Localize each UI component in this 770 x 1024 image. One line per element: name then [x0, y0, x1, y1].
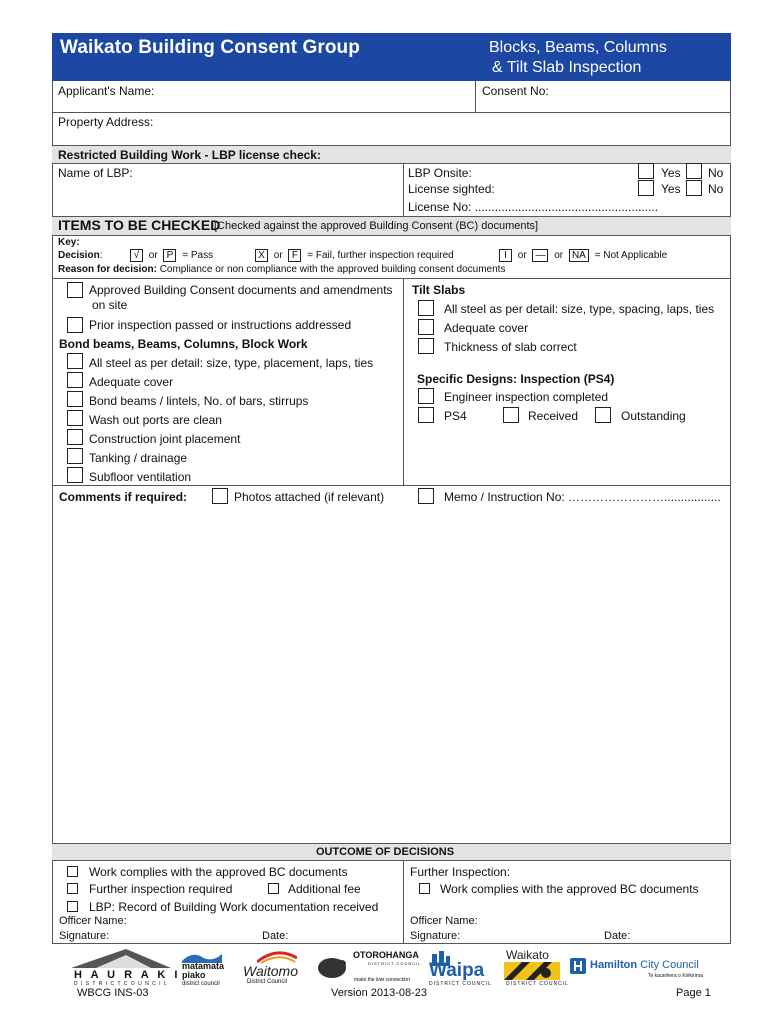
no-label: No: [708, 182, 724, 196]
officer-name-label: Officer Name:: [59, 915, 127, 927]
waikato-stripes-icon: [504, 962, 560, 980]
engineer-inspection-checkbox[interactable]: [418, 388, 434, 404]
work-complies-label: Work complies with the approved BC documents: [89, 865, 348, 879]
tilt-cover-checkbox[interactable]: [418, 319, 434, 335]
lbp-onsite-label: LBP Onsite:: [408, 166, 472, 180]
signature-label-right: Signature:: [410, 930, 461, 942]
photos-attached-checkbox[interactable]: [212, 488, 228, 504]
tick-box: √: [130, 249, 143, 262]
further-inspection-label: Further Inspection:: [410, 865, 511, 879]
license-no-label: License No: .......................................................: [408, 200, 659, 214]
p-box: P: [163, 249, 176, 262]
all-steel-checkbox[interactable]: [67, 353, 83, 369]
outstanding-label: Outstanding: [621, 409, 686, 423]
waitomo-logo: Waitomo District Council: [243, 950, 308, 988]
pass-key: √ or P = Pass: [130, 249, 213, 262]
check-item-label: Adequate cover: [89, 375, 174, 389]
matamata-logo: matamata piako district council: [182, 951, 238, 989]
bond-beams-heading: Bond beams, Beams, Columns, Block Work: [59, 337, 308, 351]
items-heading: ITEMS TO BE CHECKED: [58, 217, 221, 233]
outcome-heading: OUTCOME OF DECISIONS: [315, 846, 455, 858]
page-number: Page 1: [676, 987, 711, 999]
hauraki-logo: H A U R A K I D I S T R I C T C O U N C I L: [66, 947, 176, 989]
prior-inspection-label: Prior inspection passed or instructions addressed: [89, 318, 352, 332]
lbp-onsite-yes-checkbox[interactable]: [638, 163, 654, 179]
additional-fee-checkbox[interactable]: [268, 883, 279, 894]
officer-name-label-right: Officer Name:: [410, 915, 478, 927]
tanking-checkbox[interactable]: [67, 448, 83, 464]
kiwi-icon: [316, 954, 350, 980]
waitomo-swoosh-icon: [257, 950, 297, 964]
memo-label: Memo / Instruction No: …………………….................: [444, 490, 721, 504]
lbp-record-label: LBP: Record of Building Work documentation received: [89, 900, 379, 914]
comments-label: Comments if required:: [59, 490, 188, 504]
received-label: Received: [528, 409, 579, 423]
tilt-thickness-checkbox[interactable]: [418, 338, 434, 354]
reason-key: Reason for decision: Compliance or non compliance with the approved building consent documents: [58, 264, 506, 275]
construction-joint-checkbox[interactable]: [67, 429, 83, 445]
group-title: Waikato Building Consent Group: [60, 37, 360, 58]
engineer-inspection-label: Engineer inspection completed: [444, 390, 609, 404]
lbp-heading: Restricted Building Work - LBP license check:: [58, 148, 321, 162]
additional-fee-label: Additional fee: [288, 882, 361, 896]
f-box: F: [288, 249, 301, 262]
lbp-onsite-no-checkbox[interactable]: [686, 163, 702, 179]
otorohanga-logo: OTOROHANGA DISTRICT COUNCIL make the kiwi connection: [316, 950, 420, 990]
prior-inspection-checkbox[interactable]: [67, 317, 83, 333]
license-sighted-label: License sighted:: [408, 182, 495, 196]
yes-label: Yes: [661, 182, 681, 196]
hamilton-h-icon: [570, 958, 586, 974]
check-item-label: All steel as per detail: size, type, placement, laps, ties: [89, 356, 374, 370]
form-title: [489, 38, 667, 78]
received-checkbox[interactable]: [503, 407, 519, 423]
form-frame: [52, 33, 731, 944]
right-work-complies-checkbox[interactable]: [419, 883, 430, 894]
signature-label: Signature:: [59, 930, 110, 942]
property-address-label: Property Address:: [58, 115, 154, 129]
date-label: Date:: [262, 930, 289, 942]
tilt-steel-checkbox[interactable]: [418, 300, 434, 316]
lbp-name-label: Name of LBP:: [58, 166, 133, 180]
dash-box: —: [532, 249, 548, 262]
fail-key: X or F = Fail, further inspection required: [255, 249, 454, 262]
license-sighted-yes-checkbox[interactable]: [638, 180, 654, 196]
form-title-line1: Blocks, Beams, Columns: [489, 39, 667, 56]
approved-docs-label-2: on site: [92, 298, 128, 312]
bond-beams-checkbox[interactable]: [67, 391, 83, 407]
x-box: X: [255, 249, 268, 262]
check-item-label: Bond beams / lintels, No. of bars, stirrups: [89, 394, 309, 408]
waikato-logo: Waikato DISTRICT COUNCIL: [506, 948, 569, 987]
check-item-label: Wash out ports are clean: [89, 413, 222, 427]
consent-no-label: Consent No:: [482, 84, 549, 98]
subfloor-checkbox[interactable]: [67, 467, 83, 483]
lbp-record-checkbox[interactable]: [67, 901, 78, 912]
yes-label: Yes: [661, 166, 681, 180]
license-sighted-no-checkbox[interactable]: [686, 180, 702, 196]
tilt-item-label: Adequate cover: [444, 321, 529, 335]
na-key: I or — or NA = Not Applicable: [499, 249, 667, 262]
hauraki-roof-icon: [66, 947, 176, 969]
tilt-item-label: Thickness of slab correct: [444, 340, 577, 354]
outstanding-checkbox[interactable]: [595, 407, 611, 423]
version-label: Version 2013-08-23: [331, 987, 428, 999]
na-box: NA: [569, 249, 589, 262]
approved-docs-checkbox[interactable]: [67, 282, 83, 298]
check-item-label: Tanking / drainage: [89, 451, 188, 465]
applicant-name-label: Applicant's Name:: [58, 84, 155, 98]
photos-attached-label: Photos attached (if relevant): [234, 490, 385, 504]
further-required-checkbox[interactable]: [67, 883, 78, 894]
right-work-complies-label: Work complies with the approved BC documents: [440, 882, 699, 896]
approved-docs-label: Approved Building Consent documents and amendments: [89, 283, 393, 297]
form-title-line2: & Tilt Slab Inspection: [492, 59, 642, 76]
key-label: Key:: [58, 237, 80, 248]
form-code: WBCG INS-03: [77, 987, 149, 999]
decision-key: Decision:: [58, 250, 103, 261]
adequate-cover-checkbox[interactable]: [67, 372, 83, 388]
waipa-logo: Waipa DISTRICT COUNCIL: [425, 948, 497, 990]
tilt-slabs-heading: Tilt Slabs: [412, 283, 466, 297]
items-heading-note: [Checked against the approved Building Consent (BC) documents]: [214, 220, 539, 232]
ps4-checkbox[interactable]: [418, 407, 434, 423]
i-box: I: [499, 249, 512, 262]
form-header: [52, 33, 731, 81]
hamilton-logo: Hamilton City Council Te kaunihera o Kirikiriroa: [570, 957, 715, 985]
specific-designs-heading: Specific Designs: Inspection (PS4): [417, 372, 615, 386]
work-complies-checkbox[interactable]: [67, 866, 78, 877]
ps4-label: PS4: [444, 409, 467, 423]
wash-out-ports-checkbox[interactable]: [67, 410, 83, 426]
tilt-item-label: All steel as per detail: size, type, spacing, laps, ties: [444, 302, 715, 316]
memo-checkbox[interactable]: [418, 488, 434, 504]
check-item-label: Construction joint placement: [89, 432, 241, 446]
further-required-label: Further inspection required: [89, 882, 233, 896]
no-label: No: [708, 166, 724, 180]
date-label-right: Date:: [604, 930, 631, 942]
check-item-label: Subfloor ventilation: [89, 470, 192, 484]
